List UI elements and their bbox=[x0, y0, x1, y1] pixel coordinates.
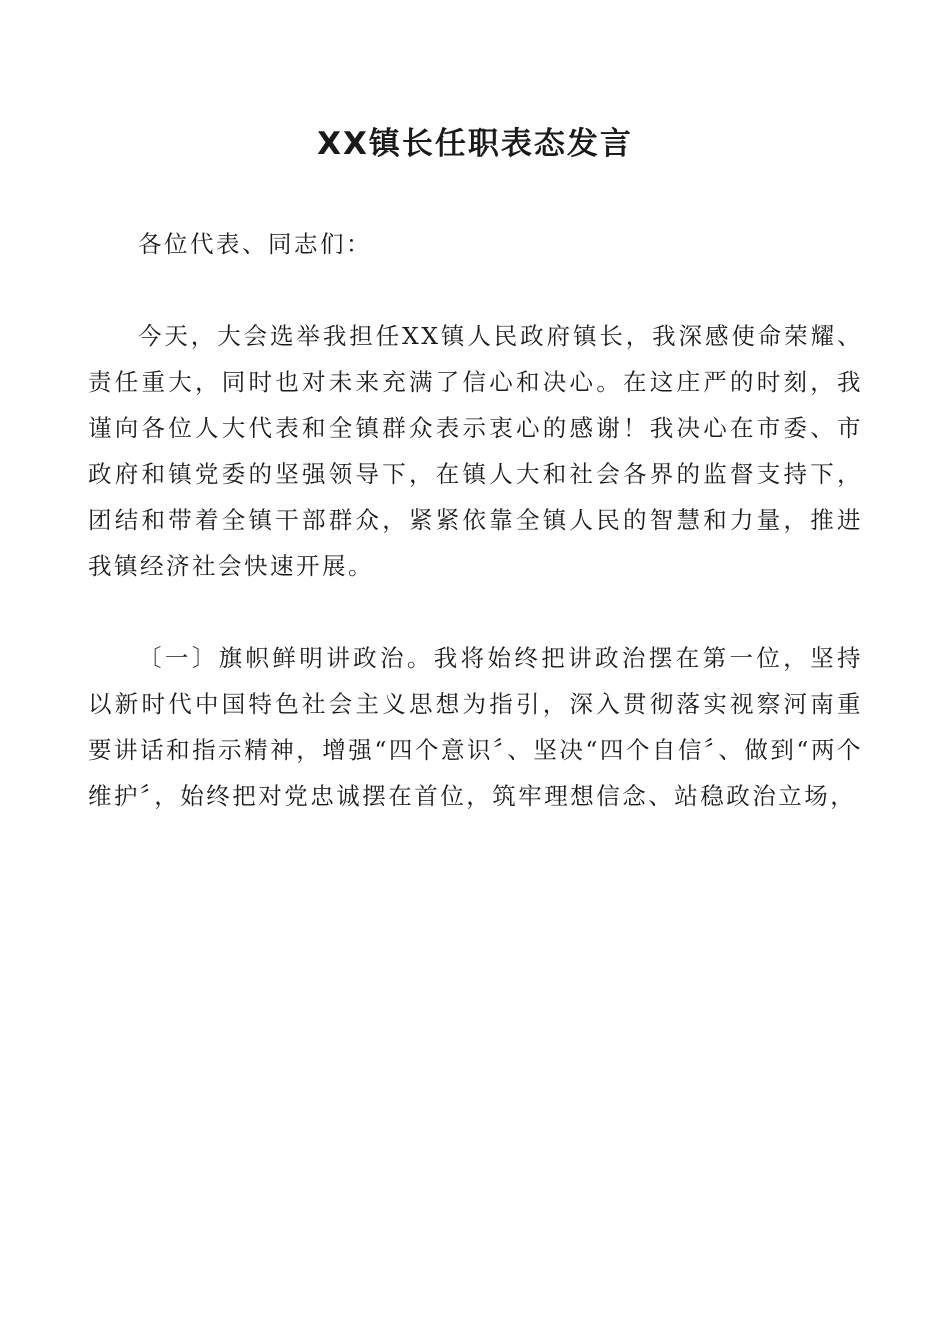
document-body bbox=[88, 221, 863, 865]
paragraph-opening: 今天，大会选举我担任XX镇人民政府镇长，我深感使命荣耀、责任重大，同时也对未来充满了信心和决心。在这庄严的时刻，我谨向各位人大代表和全镇群众表示衷心的感谢！我决心在市委、市政府和镇党委的坚强领导下，在镇人大和社会各界的监督支持下，团结和带着全镇干部群众，紧紧依靠全镇人民的智慧和力量，推进我镇经济社会快速开展。 bbox=[88, 322, 863, 580]
salutation: 各位代表、同志们： bbox=[138, 230, 372, 258]
paragraph-section-one: 〔一〕旗帜鲜明讲政治。我将始终把讲政治摆在第一位，坚持以新时代中国特色社会主义思想为指引，深入贯彻落实视察河南重要讲话和指示精神，增强“四个意识〞、坚决“四个自信〞、做到“两个维护〞，始终把对党忠诚摆在首位，筑牢理想信念、站稳政治立场， bbox=[88, 644, 863, 810]
document-title: XX镇长任职表态发言 bbox=[317, 126, 633, 162]
